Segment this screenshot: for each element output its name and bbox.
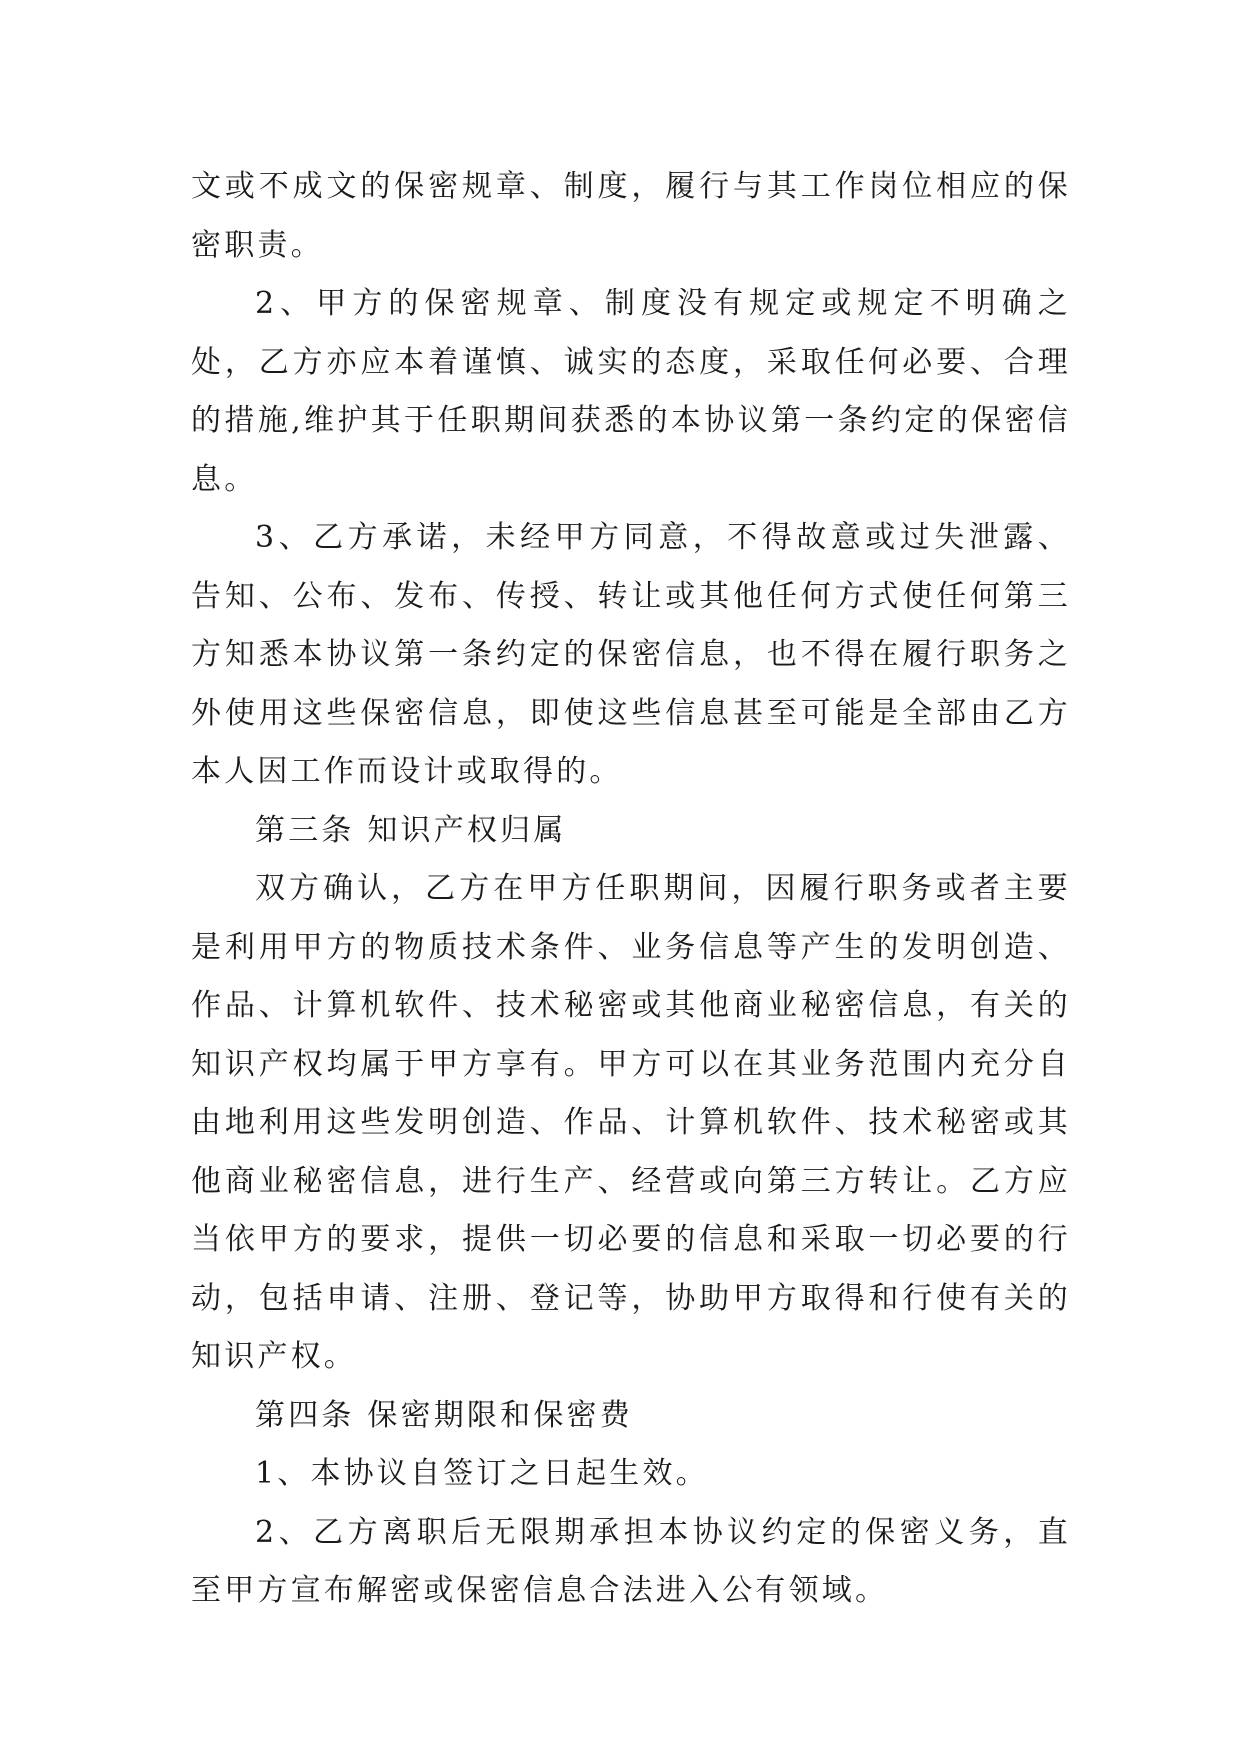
paragraph-term-1: 1、本协议自签订之日起生效。 <box>255 1456 709 1491</box>
section-heading-article-4: 第四条 保密期限和保密费 <box>255 1397 633 1433</box>
paragraph-continuation: 文或不成文的保密规章、制度，履行与其工作岗位相应的保密职责。 <box>191 169 1071 263</box>
section-heading-article-3: 第三条 知识产权归属 <box>255 812 567 848</box>
paragraph-ip-ownership: 双方确认，乙方在甲方任职期间，因履行职务或者主要是利用甲方的物质技术条件、业务信息等产生的发明创造、作品、计算机软件、技术秘密或其他商业秘密信息，有关的知识产权均属于甲方享有。甲方可以在其业务范围内充分自由地利用这些发明创造、作品、计算机软件、技术秘密或其他商业秘密信息，进行生产、经营或向第三方转让。乙方应当依甲方的要求，提供一切必要的信息和采取一切必要的行动，包括申请、注册、登记等，协助甲方取得和行使有关的知识产权。 <box>191 871 1071 1374</box>
document-body <box>191 158 1071 1621</box>
paragraph-clause-2: 2、甲方的保密规章、制度没有规定或规定不明确之处，乙方亦应本着谨慎、诚实的态度，采取任何必要、合理的措施,维护其于任职期间获悉的本协议第一条约定的保密信息。 <box>191 286 1071 497</box>
paragraph-term-2: 2、乙方离职后无限期承担本协议约定的保密义务，直至甲方宣布解密或保密信息合法进入公有领域。 <box>191 1514 1071 1608</box>
paragraph-clause-3: 3、乙方承诺，未经甲方同意，不得故意或过失泄露、告知、公布、发布、传授、转让或其他任何方式使任何第三方知悉本协议第一条约定的保密信息，也不得在履行职务之外使用这些保密信息，即使这些信息甚至可能是全部由乙方本人因工作而设计或取得的。 <box>191 520 1071 789</box>
